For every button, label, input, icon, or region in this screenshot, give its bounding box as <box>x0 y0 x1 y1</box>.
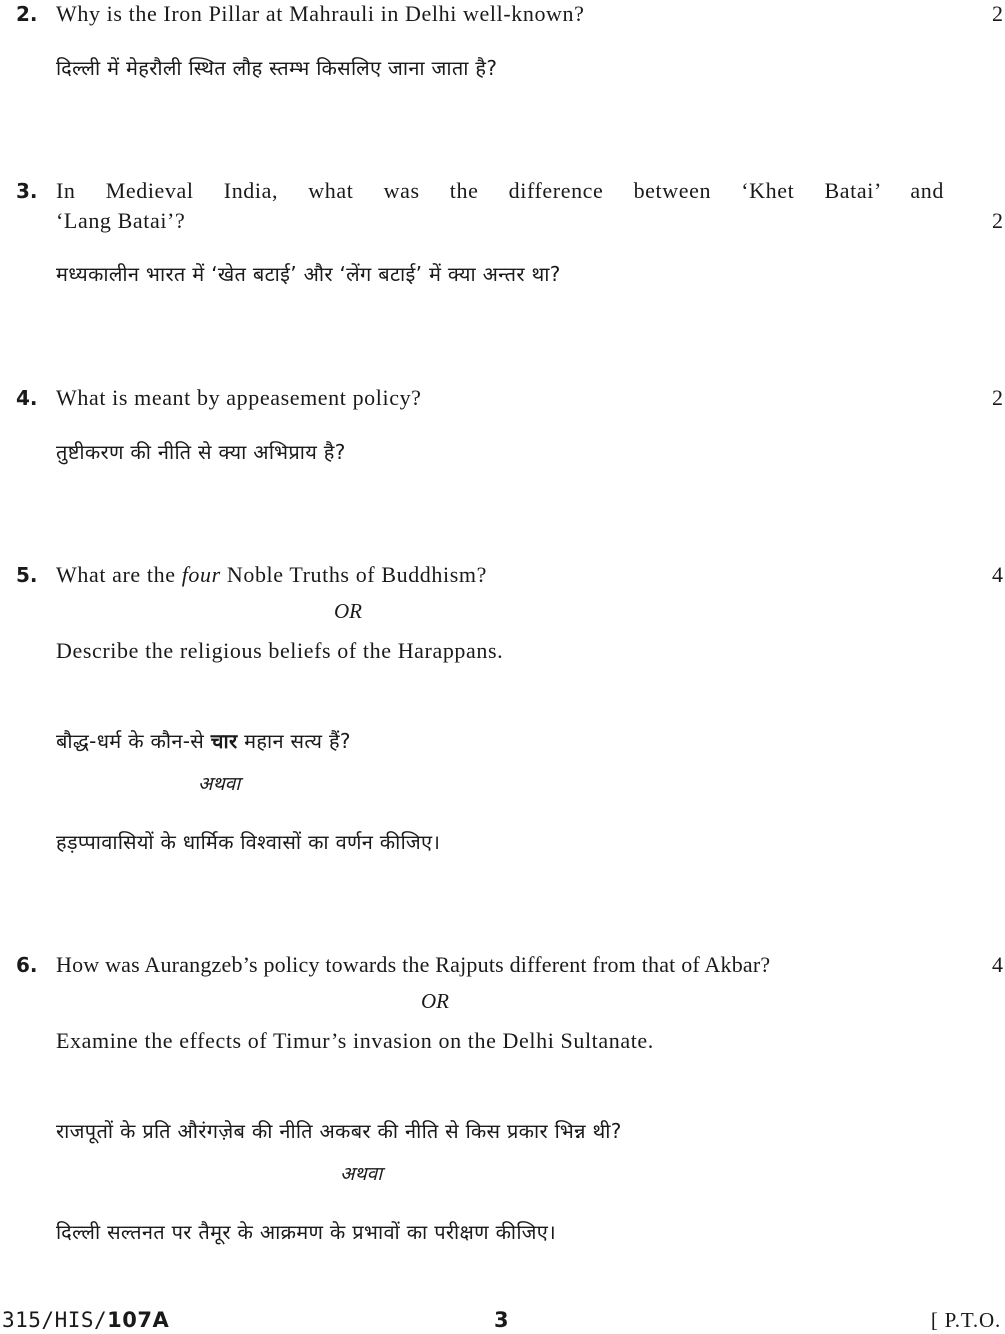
question-5-text-hi <box>56 727 351 755</box>
question-4-number: 4. <box>16 386 38 410</box>
question-3-text-en-line1: In Medieval India, what was the difference between ‘Khet Batai’ and <box>56 178 944 203</box>
question-3-number: 3. <box>16 179 38 203</box>
question-3-text-hi: मध्यकालीन भारत में ‘खेत बटाई’ और ‘लेंग बटाई’ में क्या अन्तर था? <box>56 262 561 286</box>
question-6-marks: 4 <box>992 952 1003 977</box>
question-4-text-hi: तुष्टीकरण की नीति से क्या अभिप्राय है? <box>56 440 346 464</box>
question-4-text-en: What is meant by appeasement policy? <box>56 385 422 410</box>
question-2-text-hi: दिल्ली में मेहरौली स्थित लौह स्तम्भ किसलिए जाना जाता है? <box>56 56 498 80</box>
question-6-athva: अथवा <box>340 1163 383 1185</box>
question-5-number: 5. <box>16 563 38 587</box>
question-6-alt-hi: दिल्ली सल्तनत पर तैमूर के आक्रमण के प्रभावों का परीक्षण कीजिए। <box>56 1220 556 1244</box>
question-3-marks: 2 <box>992 208 1003 233</box>
question-6-text-en: How was Aurangzeb’s policy towards the Rajputs different from that of Akbar? <box>56 952 771 977</box>
question-6-text-hi: राजपूतों के प्रति औरंगज़ेब की नीति अकबर की नीति से किस प्रकार भिन्न थी? <box>56 1119 622 1143</box>
question-4-marks: 2 <box>992 385 1003 410</box>
question-5-marks: 4 <box>992 562 1003 587</box>
question-5-alt-en: Describe the religious beliefs of the Harappans. <box>56 638 504 663</box>
question-2-text-en: Why is the Iron Pillar at Mahrauli in Delhi well-known? <box>56 1 585 26</box>
paper-code-prefix: 315/HIS/ <box>2 1308 108 1332</box>
question-5-text-en-pre: What are the <box>56 562 182 587</box>
question-5-text-en <box>56 561 487 589</box>
question-6-or: OR <box>421 989 449 1013</box>
question-6-number: 6. <box>16 953 38 977</box>
question-5-or: OR <box>334 599 362 623</box>
question-5-athva: अथवा <box>198 773 241 795</box>
question-3-text-en-line2: ‘Lang Batai’? <box>56 208 186 233</box>
question-6-alt-en: Examine the effects of Timur’s invasion on the Delhi Sultanate. <box>56 1028 654 1053</box>
question-5-text-hi-post: महान सत्य हैं? <box>237 729 351 753</box>
question-5-text-hi-pre: बौद्ध-धर्म के कौन-से <box>56 729 211 753</box>
paper-code-bold: 107A <box>107 1308 170 1332</box>
question-5-text-en-italic: four <box>181 562 221 587</box>
question-5-text-en-post: Noble Truths of Buddhism? <box>220 562 487 587</box>
question-5-alt-hi: हड़प्पावासियों के धार्मिक विश्वासों का वर्णन कीजिए। <box>56 830 441 854</box>
question-2-number: 2. <box>16 2 38 26</box>
question-2-marks: 2 <box>992 1 1003 26</box>
page-number: 3 <box>494 1308 509 1332</box>
pto-label: [ P.T.O. <box>930 1308 1001 1332</box>
question-5-text-hi-bold: चार <box>210 729 238 753</box>
